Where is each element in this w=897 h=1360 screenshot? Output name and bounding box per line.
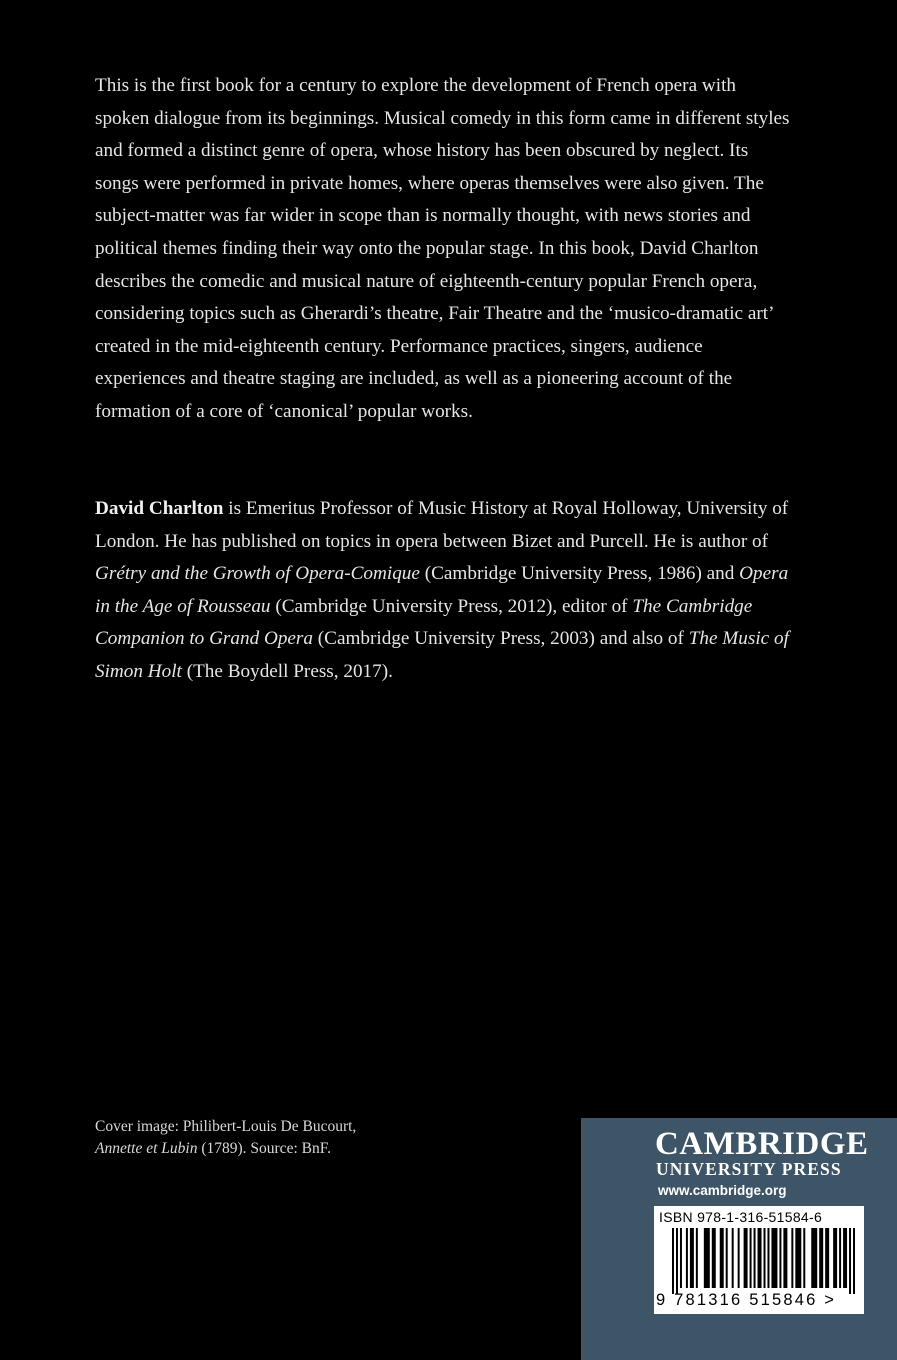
barcode-bar: [704, 1228, 710, 1288]
book-description: This is the first book for a century to explore the development of French opera with spoken dialogue from its beginnings. Musical comedy in this form came in different styles and formed a distinct genre of opera, whose history has been obscured by neglect. Its songs were performed in private homes, where operas themselves were also given. The subject-matter was far wider in scope than is normally thought, with news stories and political themes finding their way onto the popular stage. In this book, David Charlton describes the comedic and musical nature of eighteenth-century popular French opera, considering topics such as Gherardi’s theatre, Fair Theatre and the ‘musico-dramatic art’ created in the mid-eighteenth century. Performance practices, singers, audience experiences and theatre staging are included, as well as a pioneering account of the formation of a core of ‘canonical’ popular works.: [95, 75, 790, 422]
book-title-grand-opera: The Cambridge Companion to Grand Opera: [95, 595, 753, 650]
barcode-bar: [676, 1228, 678, 1294]
book-title-rousseau: Opera in the Age of Rousseau: [95, 563, 789, 617]
publisher-url[interactable]: www.cambridge.org: [658, 1183, 787, 1198]
author-bio: [95, 493, 795, 689]
barcode-bar: [803, 1228, 805, 1288]
barcode-bar: [849, 1228, 851, 1294]
barcode-bar: [758, 1228, 762, 1288]
barcode-bars: [672, 1228, 862, 1294]
barcode-bar: [690, 1228, 694, 1288]
barcode-bar: [819, 1228, 823, 1288]
barcode-bar: [738, 1228, 740, 1288]
barcode-bar: [791, 1228, 793, 1288]
barcode-bar: [720, 1228, 724, 1288]
isbn-label: ISBN 978-1-316-51584-6: [659, 1209, 823, 1225]
book-title-gretry: Grétry and the Growth of Opera-Comique: [95, 563, 420, 585]
barcode-bar: [833, 1228, 837, 1288]
publisher-block: [581, 1118, 897, 1360]
barcode-bar: [811, 1228, 817, 1288]
barcode-bar: [754, 1228, 756, 1288]
barcode-bar: [672, 1228, 674, 1294]
bio-text-4: (Cambridge University Press, 2003) and also of: [313, 628, 689, 650]
barcode-bar: [779, 1228, 781, 1288]
bio-text-1: is Emeritus Professor of Music History at Royal Holloway, University of London. He has published on topics in opera between Bizet and Purcell. He is author of: [95, 498, 789, 552]
book-title-simon-holt: The Music of Simon Holt: [95, 628, 789, 682]
barcode-bar: [771, 1228, 777, 1288]
barcode-bar: [783, 1228, 787, 1288]
barcode-bar: [680, 1228, 682, 1288]
barcode-bar: [726, 1228, 728, 1288]
barcode-bar: [686, 1228, 688, 1288]
ean-digits: 9 781316 515846 >: [656, 1291, 837, 1309]
publisher-subtitle: UNIVERSITY PRESS: [656, 1159, 842, 1179]
barcode-bar: [853, 1228, 855, 1294]
publisher-name: CAMBRIDGE: [655, 1126, 869, 1162]
barcode-bar: [744, 1228, 748, 1288]
barcode-bar: [843, 1228, 847, 1288]
bio-text-2: (Cambridge University Press, 1986) and: [419, 563, 740, 585]
cover-image-credit: [95, 1116, 515, 1160]
barcode-bar: [712, 1228, 716, 1288]
bio-text-3: (Cambridge University Press, 2012), editor of: [270, 595, 633, 617]
barcode-bar: [767, 1228, 769, 1288]
credit-line-1: Cover image: Philibert-Louis De Bucourt,: [95, 1118, 357, 1135]
bio-text-5: (The Boydell Press, 2017).: [181, 660, 393, 682]
barcode-bar: [764, 1228, 766, 1288]
barcode-bar: [825, 1228, 829, 1288]
barcode-bar: [750, 1228, 752, 1288]
barcode-bar: [732, 1228, 734, 1288]
barcode-bar: [839, 1228, 841, 1288]
credit-line-2: (1789). Source: BnF.: [197, 1140, 331, 1157]
barcode-bar: [696, 1228, 698, 1288]
author-name: David Charlton: [95, 498, 224, 519]
artwork-title: Annette et Lubin: [95, 1140, 198, 1157]
barcode: [654, 1206, 864, 1314]
barcode-bar: [795, 1228, 801, 1288]
